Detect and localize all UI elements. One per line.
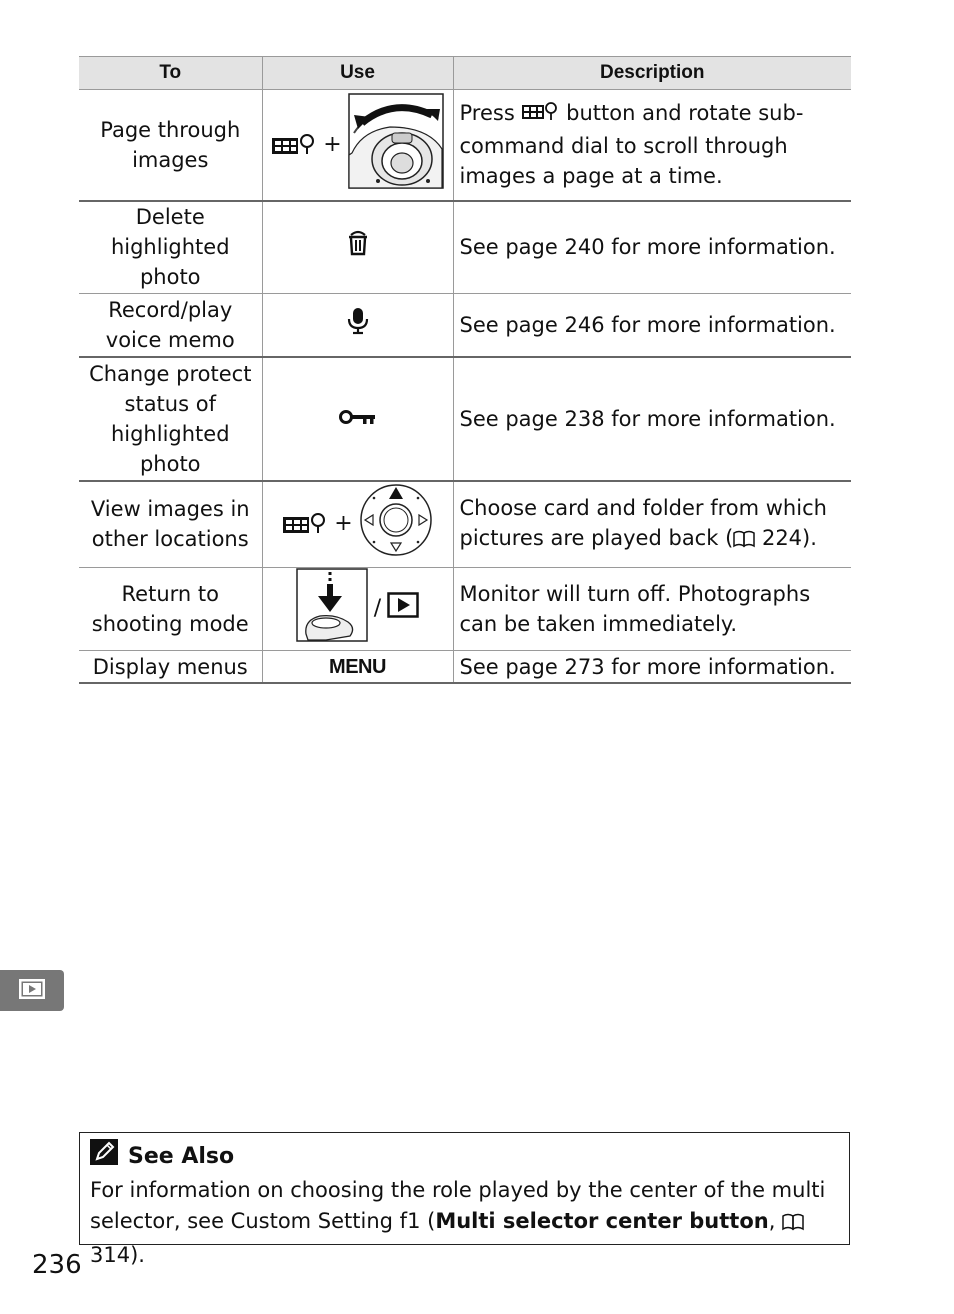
row-description: See page 273 for more information.: [453, 651, 851, 684]
book-icon: [782, 1209, 804, 1240]
table-row: [79, 651, 851, 684]
row-to: Display menus: [79, 651, 262, 684]
row-description: See page 240 for more information.: [453, 201, 851, 294]
shutter-release-icon: [296, 568, 368, 650]
header-description: Description: [453, 57, 851, 90]
row-to: Page through images: [79, 90, 262, 201]
plus-sign: +: [334, 511, 353, 537]
header-to: To: [79, 57, 262, 90]
table-row: [79, 357, 851, 481]
table-row: [79, 201, 851, 294]
row-description-pre: Press: [459, 101, 515, 126]
row-description: See page 246 for more information.: [453, 294, 851, 357]
or-separator: /: [373, 596, 382, 621]
row-to: Return to shooting mode: [79, 568, 262, 651]
table-row: [79, 90, 851, 201]
header-use: Use: [262, 57, 453, 90]
note-body-text: For information on choosing the role played by the center of the multi selector, see Custom Setting f1 (: [90, 1178, 826, 1233]
row-to: Delete highlighted photo: [79, 201, 262, 294]
row-description-post: button and rotate sub-command dial to scroll through images a page at a time.: [459, 101, 804, 189]
playback-section-tab: [0, 970, 64, 1011]
table-row: [79, 568, 851, 651]
note-body-end: ).: [130, 1243, 145, 1267]
thumbnail-zoom-out-icon: [271, 132, 317, 158]
pencil-icon: [90, 1139, 118, 1174]
page-reference: 314: [90, 1243, 131, 1267]
page-number: 236: [32, 1250, 82, 1280]
row-description-post: ).: [802, 525, 817, 550]
sub-command-dial-icon: [348, 93, 444, 197]
key-icon: [339, 407, 377, 431]
menu-button-label: MENU: [329, 656, 386, 678]
book-icon: [733, 526, 755, 556]
note-title: See Also: [128, 1144, 235, 1169]
table-header-row: [79, 57, 851, 90]
thumbnail-zoom-out-icon: [521, 101, 559, 131]
microphone-icon: [347, 316, 369, 340]
multi-selector-icon: [359, 483, 433, 565]
row-to: Change protect status of highlighted photo: [79, 357, 262, 481]
note-body-mid: ,: [768, 1209, 783, 1233]
plus-sign: +: [323, 131, 342, 157]
trash-icon: [347, 237, 369, 261]
table-row: [79, 294, 851, 357]
row-to: Record/play voice memo: [79, 294, 262, 357]
row-description: Monitor will turn off. Photographs can be taken immediately.: [453, 568, 851, 651]
row-description: See page 238 for more information.: [453, 357, 851, 481]
page-reference: 224: [761, 525, 803, 550]
row-description-pre: Choose card and folder from which pictures are played back (: [459, 495, 827, 550]
playback-icon: [387, 592, 419, 626]
setting-name: Multi selector center button: [435, 1209, 769, 1233]
playback-icon: [18, 978, 46, 1004]
thumbnail-zoom-out-icon: [282, 511, 328, 537]
row-to: View images in other locations: [79, 481, 262, 568]
table-row: [79, 481, 851, 568]
see-also-note: [79, 1132, 850, 1267]
controls-table: [79, 56, 851, 684]
